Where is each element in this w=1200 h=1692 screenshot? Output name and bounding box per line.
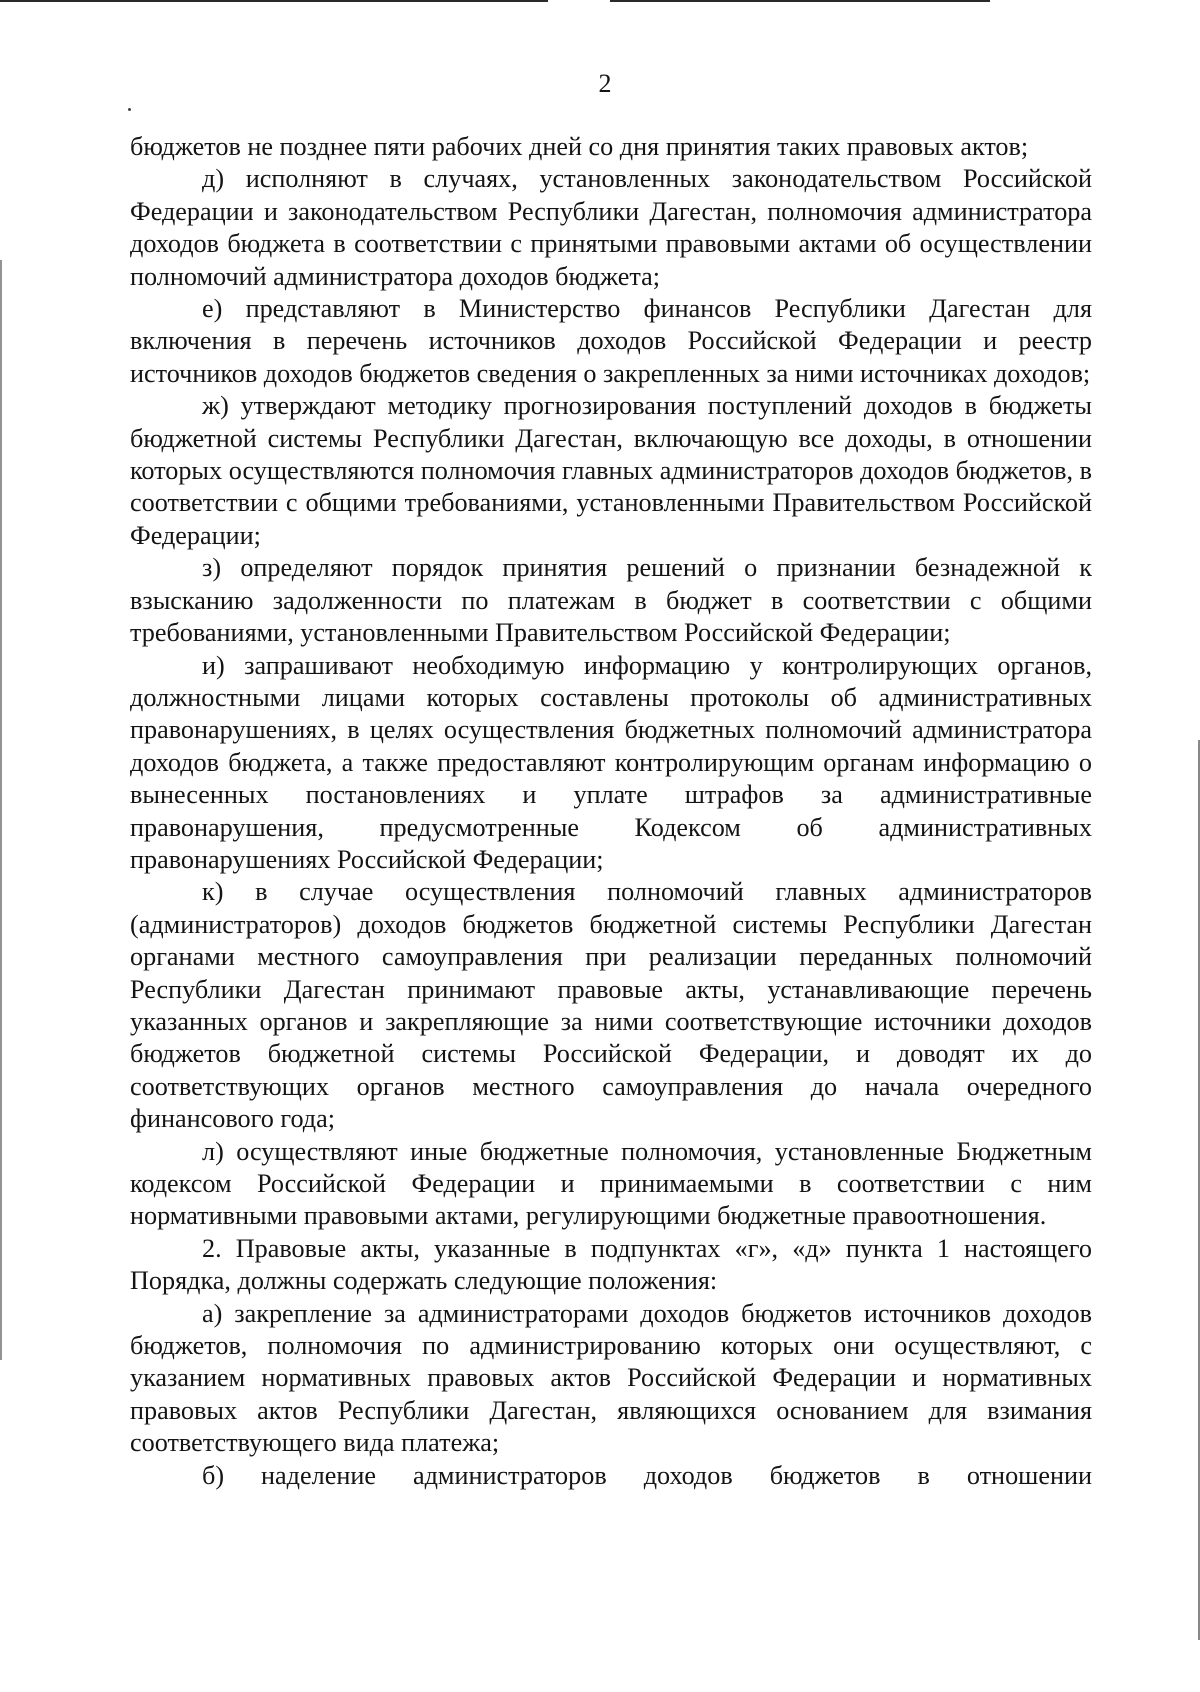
paragraph-continuation: бюджетов не позднее пяти рабочих дней со дня принятия таких правовых актов; bbox=[130, 132, 1029, 161]
paragraph-item-l: л) осуществляют иные бюджетные полномочия, установленные Бюджетным кодексом Российской Федерации и принимаемыми в соответствии с ним нормативными правовыми актами, регулирующими бюджетные правоотношения. bbox=[130, 1136, 1092, 1231]
document-body bbox=[130, 131, 1092, 1492]
paragraph-item-zh: ж) утверждают методику прогнозирования поступлений доходов в бюджеты бюджетной системы Республики Дагестан, включающую все доходы, в отношении которых осуществляются полномочия главных администраторов доходов бюджетов, в соответствии с общими требованиями, установленными Правительством Российской Федерации; bbox=[130, 391, 1092, 550]
page-number: 2 bbox=[598, 69, 612, 98]
scan-edge-left bbox=[0, 260, 2, 1360]
scan-edge-top-right bbox=[610, 0, 990, 2]
paragraph-item-i: и) запрашивают необходимую информацию у контролирующих органов, должностными лицами которых составлены протоколы об административных правонарушениях, в целях осуществления бюджетных полномочий администратора доходов бюджета, а также предоставляют контролирующим органам информацию о вынесенных постановлениях и уплате штрафов за административные правонарушения, предусмотренные Кодексом об административных правонарушениях Российской Федерации; bbox=[130, 650, 1092, 874]
scan-speck bbox=[128, 108, 131, 111]
paragraph-item-z: з) определяют порядок принятия решений о признании безнадежной к взысканию задолженности по платежам в бюджет в соответствии с общими требованиями, установленными Правительством Российской Федерации; bbox=[130, 553, 1092, 648]
paragraph-item-d: д) исполняют в случаях, установленных законодательством Российской Федерации и законодательством Республики Дагестан, полномочия администратора доходов бюджета в соответствии с принятыми правовыми актами об осуществлении полномочий администратора доходов бюджета; bbox=[130, 164, 1092, 291]
paragraph-section-2: 2. Правовые акты, указанные в подпунктах «г», «д» пункта 1 настоящего Порядка, должны содержать следующие положения: bbox=[130, 1233, 1092, 1296]
paragraph-item-b: б) наделение администраторов доходов бюджетов в отношении bbox=[202, 1460, 1092, 1490]
paragraph-item-a: а) закрепление за администраторами доходов бюджетов источников доходов бюджетов, полномочия по администрированию которых они осуществляют, с указанием нормативных правовых актов Российской Федерации и нормативных правовых актов Республики Дагестан, являющихся основанием для взимания соответствующего вида платежа; bbox=[130, 1298, 1092, 1458]
paragraph-item-e: е) представляют в Министерство финансов Республики Дагестан для включения в перечень источников доходов Российской Федерации и реестр источников доходов бюджетов сведения о закрепленных за ними источниках доходов; bbox=[130, 294, 1092, 388]
paragraph-item-k: к) в случае осуществления полномочий главных администраторов (администраторов) доходов бюджетов бюджетной системы Республики Дагестан органами местного самоуправления при реализации переданных полномочий Республики Дагестан принимают правовые акты, устанавливающие перечень указанных органов и закрепляющие за ними соответствующие источники доходов бюджетов бюджетной системы Российской Федерации, и доводят их до соответствующих органов местного самоуправления до начала очередного финансового года; bbox=[130, 877, 1092, 1134]
scan-edge-top bbox=[0, 0, 548, 2]
